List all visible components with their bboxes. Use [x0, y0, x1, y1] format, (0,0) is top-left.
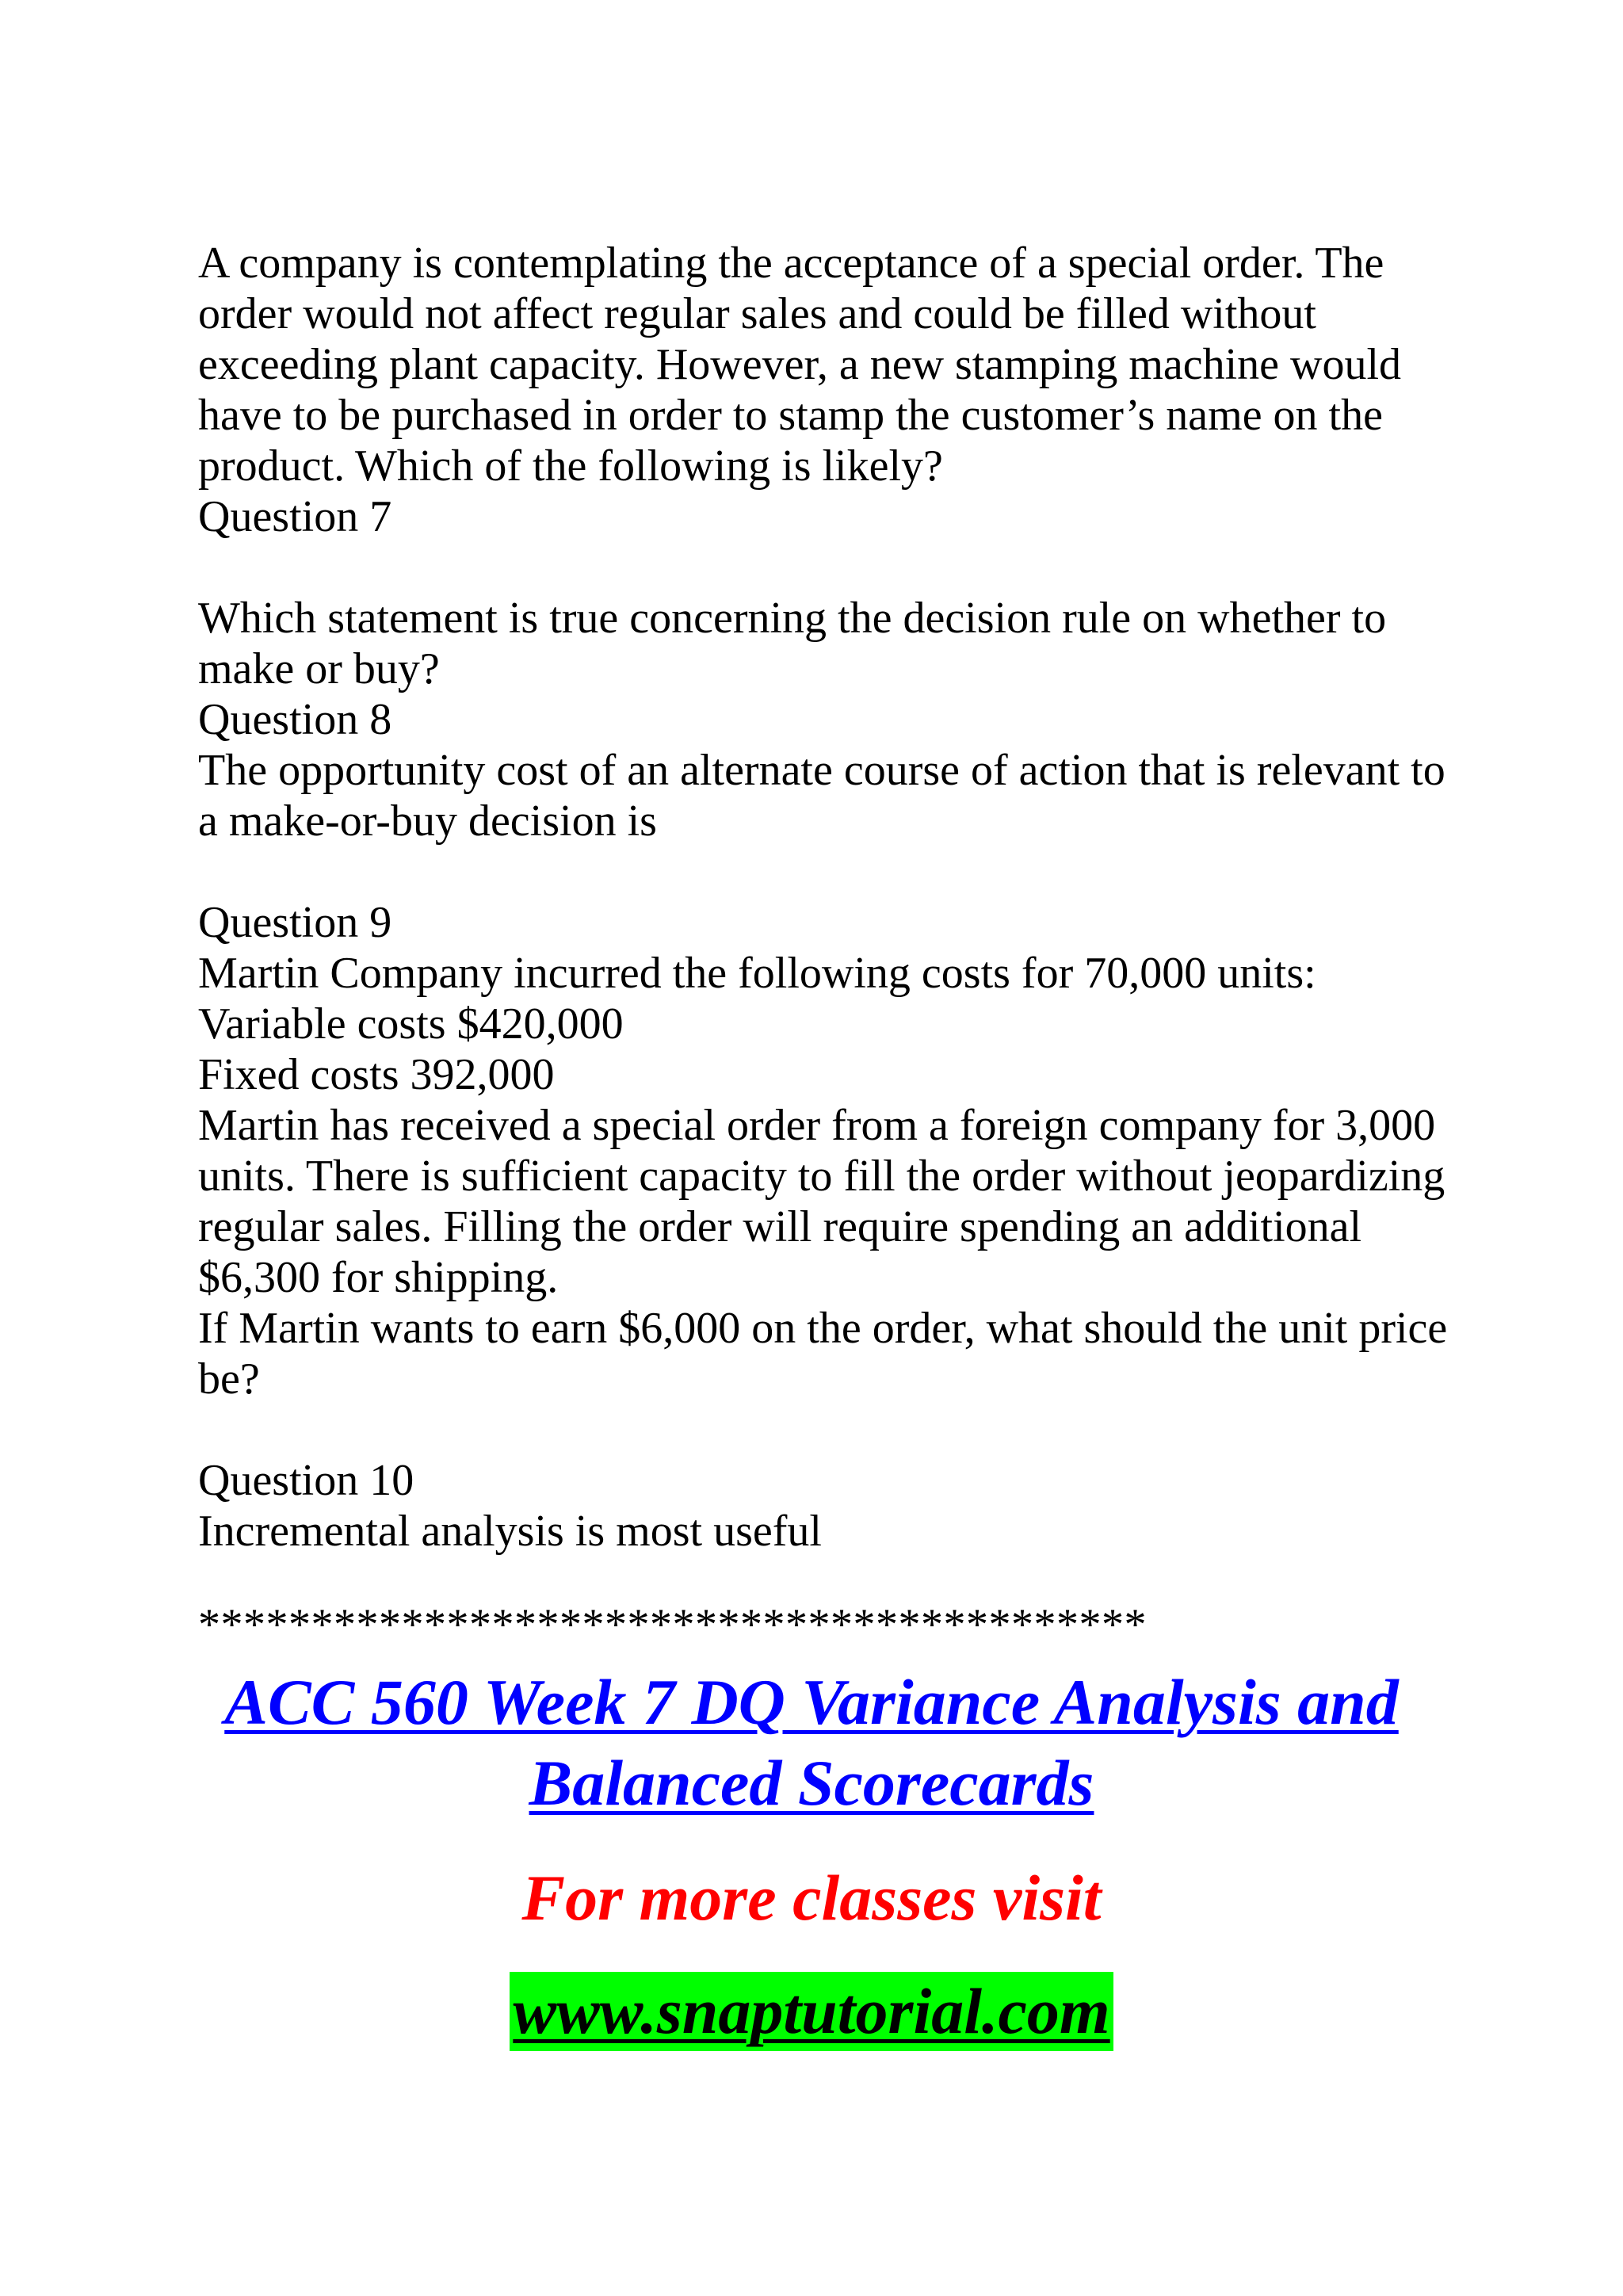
- text-line: Martin Company incurred the following costs for 70,000 units:: [198, 949, 1316, 998]
- course-title-link-line-2[interactable]: Balanced Scorecards: [529, 1747, 1094, 1819]
- text-line: Fixed costs 392,000: [198, 1050, 555, 1099]
- text-line: If Martin wants to earn $6,000 on the order, what should the unit price: [198, 1304, 1448, 1353]
- asterisk-separator: ******************************************: [198, 1600, 1147, 1649]
- question-heading: Question 7: [198, 492, 392, 541]
- text-line: product. Which of the following is likely?: [198, 441, 943, 491]
- blank-line: [198, 1404, 1466, 1455]
- text-line: A company is contemplating the acceptance of a special order. The: [198, 239, 1384, 288]
- visit-tagline: For more classes visit: [521, 1862, 1102, 1934]
- text-line: Martin has received a special order from a foreign company for 3,000: [198, 1101, 1436, 1150]
- text-line: Variable costs $420,000: [198, 999, 624, 1049]
- text-line: units. There is sufficient capacity to fill the order without jeopardizing: [198, 1152, 1445, 1201]
- blank-line: [198, 542, 1466, 593]
- question-text-block: [198, 238, 1466, 1557]
- text-line: exceeding plant capacity. However, a new stamping machine would: [198, 340, 1402, 389]
- text-line: have to be purchased in order to stamp the customer’s name on the: [198, 391, 1383, 440]
- text-line: a make-or-buy decision is: [198, 797, 657, 846]
- question-heading: Question 9: [198, 898, 392, 947]
- site-link-container: [0, 1972, 1623, 2051]
- text-line: The opportunity cost of an alternate course of action that is relevant to: [198, 746, 1445, 795]
- text-line: Incremental analysis is most useful: [198, 1507, 822, 1556]
- text-line: be?: [198, 1354, 260, 1404]
- course-title-link-line-1[interactable]: ACC 560 Week 7 DQ Variance Analysis and: [224, 1666, 1399, 1738]
- text-line: make or buy?: [198, 644, 440, 693]
- website-link[interactable]: www.snaptutorial.com: [510, 1972, 1113, 2051]
- question-heading: Question 10: [198, 1456, 414, 1505]
- text-line: $6,300 for shipping.: [198, 1253, 559, 1302]
- text-line: order would not affect regular sales and could be filled without: [198, 289, 1316, 338]
- text-line: regular sales. Filling the order will require spending an additional: [198, 1202, 1362, 1251]
- text-line: Which statement is true concerning the decision rule on whether to: [198, 594, 1387, 643]
- question-heading: Question 8: [198, 695, 392, 744]
- blank-line: [198, 846, 1466, 897]
